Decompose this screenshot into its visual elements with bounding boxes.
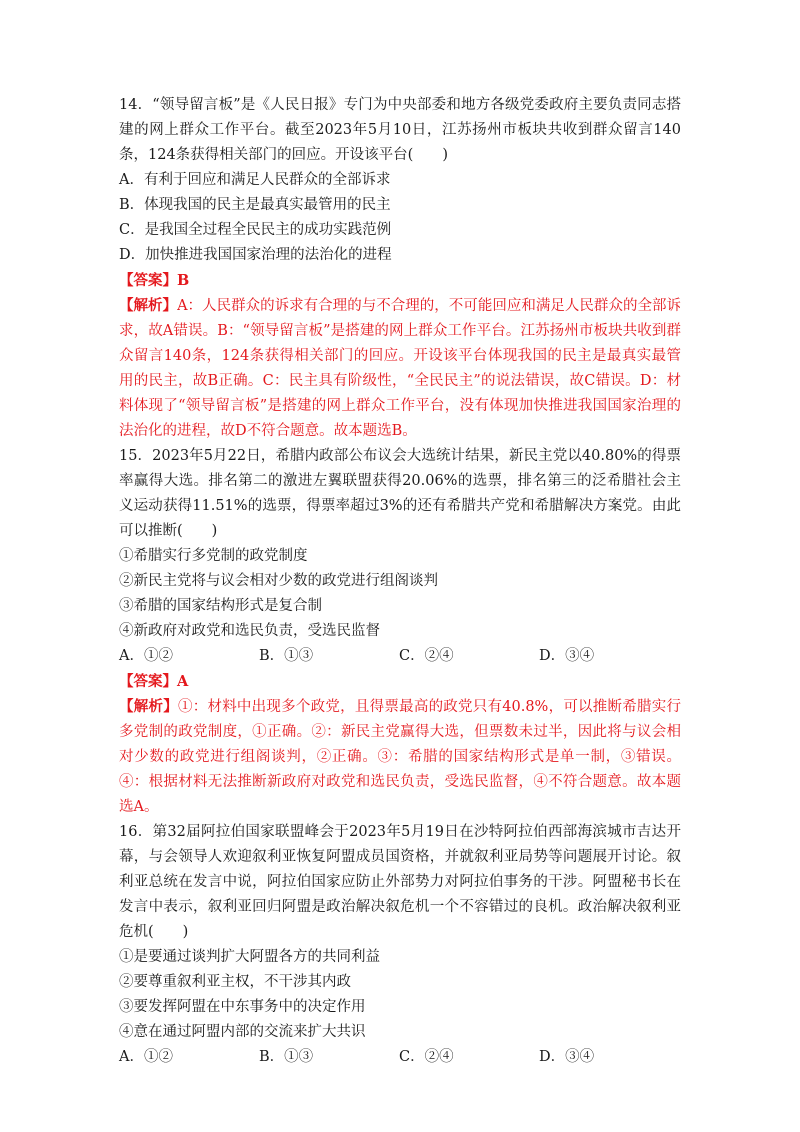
q15-analysis-label: 【解析】 [119,698,178,715]
q16-option-a: A．①② [119,1049,173,1065]
q15-analysis [119,694,681,820]
q16-statement-2: ②要尊重叙利亚主权，不干涉其内政 [119,974,351,990]
q16-option-c: C．②④ [399,1049,454,1065]
q16-option-b: B．①③ [259,1049,314,1065]
q15-statement-1: ①希腊实行多党制的政党制度 [119,548,308,564]
q16-statement-4: ④意在通过阿盟内部的交流来扩大共识 [119,1024,366,1040]
q16-options [119,1045,681,1070]
q15-analysis-text: ①：材料中出现多个政党，且得票最高的政党只有40.8%，可以推断希腊实行多党制的政党制度，①正确。②：新民主党赢得大选，但票数未过半，因此将与议会相对少数的政党进行组阁谈判，②正确。③：希腊的国家结构形式是单一制，③错误。④：根据材料无法推断新政府对政党和选民负责，受选民监督，④不符合题意。故本题选A。 [119,699,682,815]
q15-answer: 【答案】A [119,673,189,690]
q14-option-a: A．有利于回应和满足人民群众的全部诉求 [119,172,391,188]
q14-option-b: B．体现我国的民主是最真实最管用的民主 [119,197,391,213]
q16-statement-1: ①是要通过谈判扩大阿盟各方的共同利益 [119,949,380,965]
q15-option-b: B．①③ [259,648,314,664]
q14-answer: 【答案】B [119,272,190,289]
question-content [119,93,681,1070]
q16-stem: 16．第32届阿拉伯国家联盟峰会于2023年5月19日在沙特阿拉伯西部海滨城市吉达开幕，与会领导人欢迎叙利亚恢复阿盟成员国资格，并就叙利亚局势等问题展开讨论。叙利亚总统在发言中说，阿拉伯国家应防止外部势力对阿拉伯事务的干涉。阿盟秘书长在发言中表示，叙利亚回归阿盟是政治解决叙危机一个不容错过的良机。政治解决叙利亚危机( ) [119,824,681,940]
q15-statement-4: ④新政府对政党和选民负责，受选民监督 [119,623,380,639]
q15-option-c: C．②④ [399,648,454,664]
q14-option-d: D．加快推进我国国家治理的法治化的进程 [119,247,392,263]
q16-option-d: D．③④ [539,1049,595,1065]
q15-option-d: D．③④ [539,648,595,664]
q15-statement-2: ②新民主党将与议会相对少数的政党进行组阁谈判 [119,573,438,589]
q14-analysis [119,293,681,444]
q15-stem: 15．2023年5月22日，希腊内政部公布议会大选统计结果，新民主党以40.80%的得票率赢得大选。排名第二的激进左翼联盟获得20.06%的选票，排名第三的泛希腊社会主义运动获得11.51%的选票，得票率超过3%的还有希腊共产党和希腊解决方案党。由此可以推断( ) [119,448,681,539]
q14-analysis-text: A：人民群众的诉求有合理的与不合理的，不可能回应和满足人民群众的全部诉求，故A错误。B：“领导留言板”是搭建的网上群众工作平台。江苏扬州市板块共收到群众留言140条，124条获得相关部门的回应。开设该平台体现我国的民主是最真实最管用的民主，故B正确。C：民主具有阶级性，“全民民主”的说法错误，故C错误。D：材料体现了“领导留言板”是搭建的网上群众工作平台，没有体现加快推进我国国家治理的法治化的进程，故D不符合题意。故本题选B。 [119,298,682,439]
q15-options [119,644,681,669]
q14-option-c: C．是我国全过程全民民主的成功实践范例 [119,222,392,238]
q15-statement-3: ③希腊的国家结构形式是复合制 [119,598,322,614]
q14-stem: 14．“领导留言板”是《人民日报》专门为中央部委和地方各级党委政府主要负责同志搭建的网上群众工作平台。截至2023年5月10日，江苏扬州市板块共收到群众留言140条，124条获得相关部门的回应。开设该平台( ) [119,97,681,163]
q14-analysis-label: 【解析】 [119,297,178,314]
q15-option-a: A．①② [119,648,173,664]
q16-statement-3: ③要发挥阿盟在中东事务中的决定作用 [119,999,366,1015]
